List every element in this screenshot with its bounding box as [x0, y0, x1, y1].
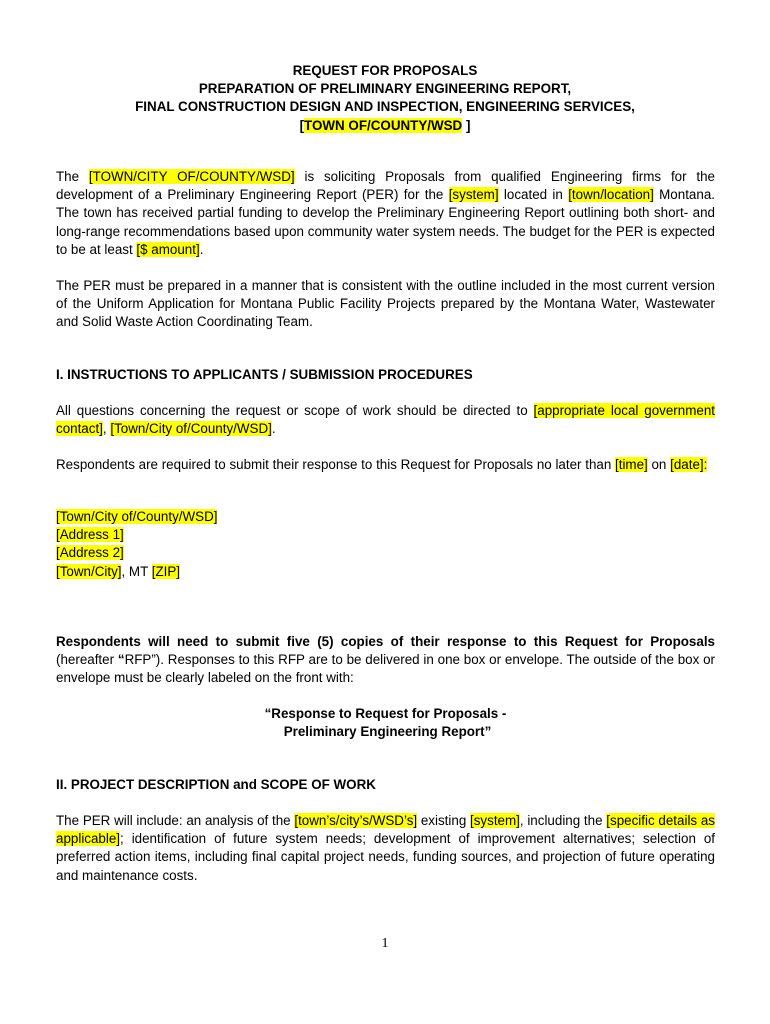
placeholder-city: [Town/City]	[56, 563, 122, 579]
intro-text: Montana. The town has received partial funding to develop the Preliminary Engineering Report outlining both short- and long-range recommendations based upon community water system needs. The budget for the PER is expected to be at least	[56, 187, 715, 257]
copies-paragraph	[56, 633, 715, 688]
document-title	[56, 62, 714, 135]
title-placeholder: TOWN OF/COUNTY/WSD	[304, 117, 463, 133]
intro-text: The	[56, 169, 89, 184]
placeholder-address-1: [Address 1]	[56, 527, 124, 543]
address-line-1	[56, 508, 217, 526]
title-line-1: REQUEST FOR PROPOSALS	[292, 63, 478, 78]
placeholder-system: [system]	[448, 187, 499, 203]
deadline-text: Respondents are required to submit their response to this Request for Proposals no later than	[56, 457, 616, 472]
placeholder-date: [date]:	[670, 457, 708, 472]
copies-text: RFP”). Responses to this RFP are to be delivered in one box or envelope. The outside of the box or envelope must be clearly labeled on the front with:	[56, 652, 715, 686]
title-line-3: FINAL CONSTRUCTION DESIGN AND INSPECTION, ENGINEERING SERVICES,	[135, 99, 635, 115]
placeholder-town: [Town/City of/County/WSD]	[110, 421, 272, 437]
scope-text: ; identification of future system needs; development of improvement alternatives; selection of preferred action items, including final capital project needs, funding sources, and projection of future operating and maintenance costs.	[56, 831, 715, 883]
scope-paragraph	[56, 812, 715, 885]
intro-text: located in	[498, 187, 569, 203]
mailing-address	[56, 508, 217, 581]
questions-text: ,	[102, 421, 111, 437]
per-paragraph: The PER must be prepared in a manner that is consistent with the outline included in the most current version of the Uniform Application for Montana Public Facility Projects prepared by the Montana Water, Wastewater and Solid Waste Action Coordinating Team.	[56, 278, 715, 330]
placeholder-time: [time]	[615, 457, 648, 472]
placeholder-details: [specific details as applicable]	[56, 813, 715, 847]
scope-text: , including the	[519, 813, 607, 828]
title-bracket-close: ]	[462, 117, 471, 133]
intro-text: .	[199, 241, 204, 257]
scope-text: existing	[417, 813, 471, 828]
placeholder-town: [TOWN/CITY OF/COUNTY/WSD]	[88, 169, 295, 184]
label-quote-line-2: Preliminary Engineering Report”	[283, 724, 492, 740]
intro-text: is soliciting Proposals from qualified Engineering firms for the development of a Preliminary Engineering Report (PER) for the	[56, 169, 716, 203]
address-line-3	[56, 544, 217, 562]
placeholder-entity: [town’s/city’s/WSD’s]	[294, 813, 418, 828]
placeholder-location: [town/location]	[568, 187, 654, 203]
deadline-text: on	[647, 457, 671, 472]
title-line-2: PREPARATION OF PRELIMINARY ENGINEERING REPORT,	[198, 81, 572, 97]
address-line-2	[56, 526, 217, 544]
placeholder-amount: [$ amount]	[136, 241, 200, 257]
label-quote	[56, 705, 715, 741]
placeholder-system: [system]	[470, 813, 520, 828]
questions-text: .	[271, 421, 276, 437]
section-1-heading: I. INSTRUCTIONS TO APPLICANTS / SUBMISSION PROCEDURES	[56, 367, 473, 382]
copies-quote-mark: “	[117, 652, 125, 668]
placeholder-contact: [appropriate local government contact]	[56, 403, 715, 437]
questions-paragraph	[56, 402, 715, 438]
section-2-heading: II. PROJECT DESCRIPTION and SCOPE OF WORK	[56, 777, 376, 792]
placeholder-address-2: [Address 2]	[56, 545, 124, 561]
title-bracket-open: [	[299, 117, 305, 133]
copies-text: (hereafter	[56, 652, 118, 668]
page-number: 1	[381, 936, 389, 951]
address-state: , MT	[121, 563, 152, 579]
intro-paragraph	[56, 168, 715, 259]
scope-text: The PER will include: an analysis of the	[56, 813, 295, 828]
label-quote-line-1: “Response to Request for Proposals -	[264, 706, 507, 721]
deadline-paragraph	[56, 456, 715, 474]
title-line-4	[56, 117, 714, 135]
placeholder-town: [Town/City of/County/WSD]	[56, 509, 218, 524]
questions-text: All questions concerning the request or scope of work should be directed to	[56, 403, 534, 418]
copies-bold-text: Respondents will need to submit five (5) copies of their response to this Request for Proposals	[56, 634, 715, 649]
placeholder-zip: [ZIP]	[151, 563, 181, 579]
address-line-4	[56, 563, 217, 581]
